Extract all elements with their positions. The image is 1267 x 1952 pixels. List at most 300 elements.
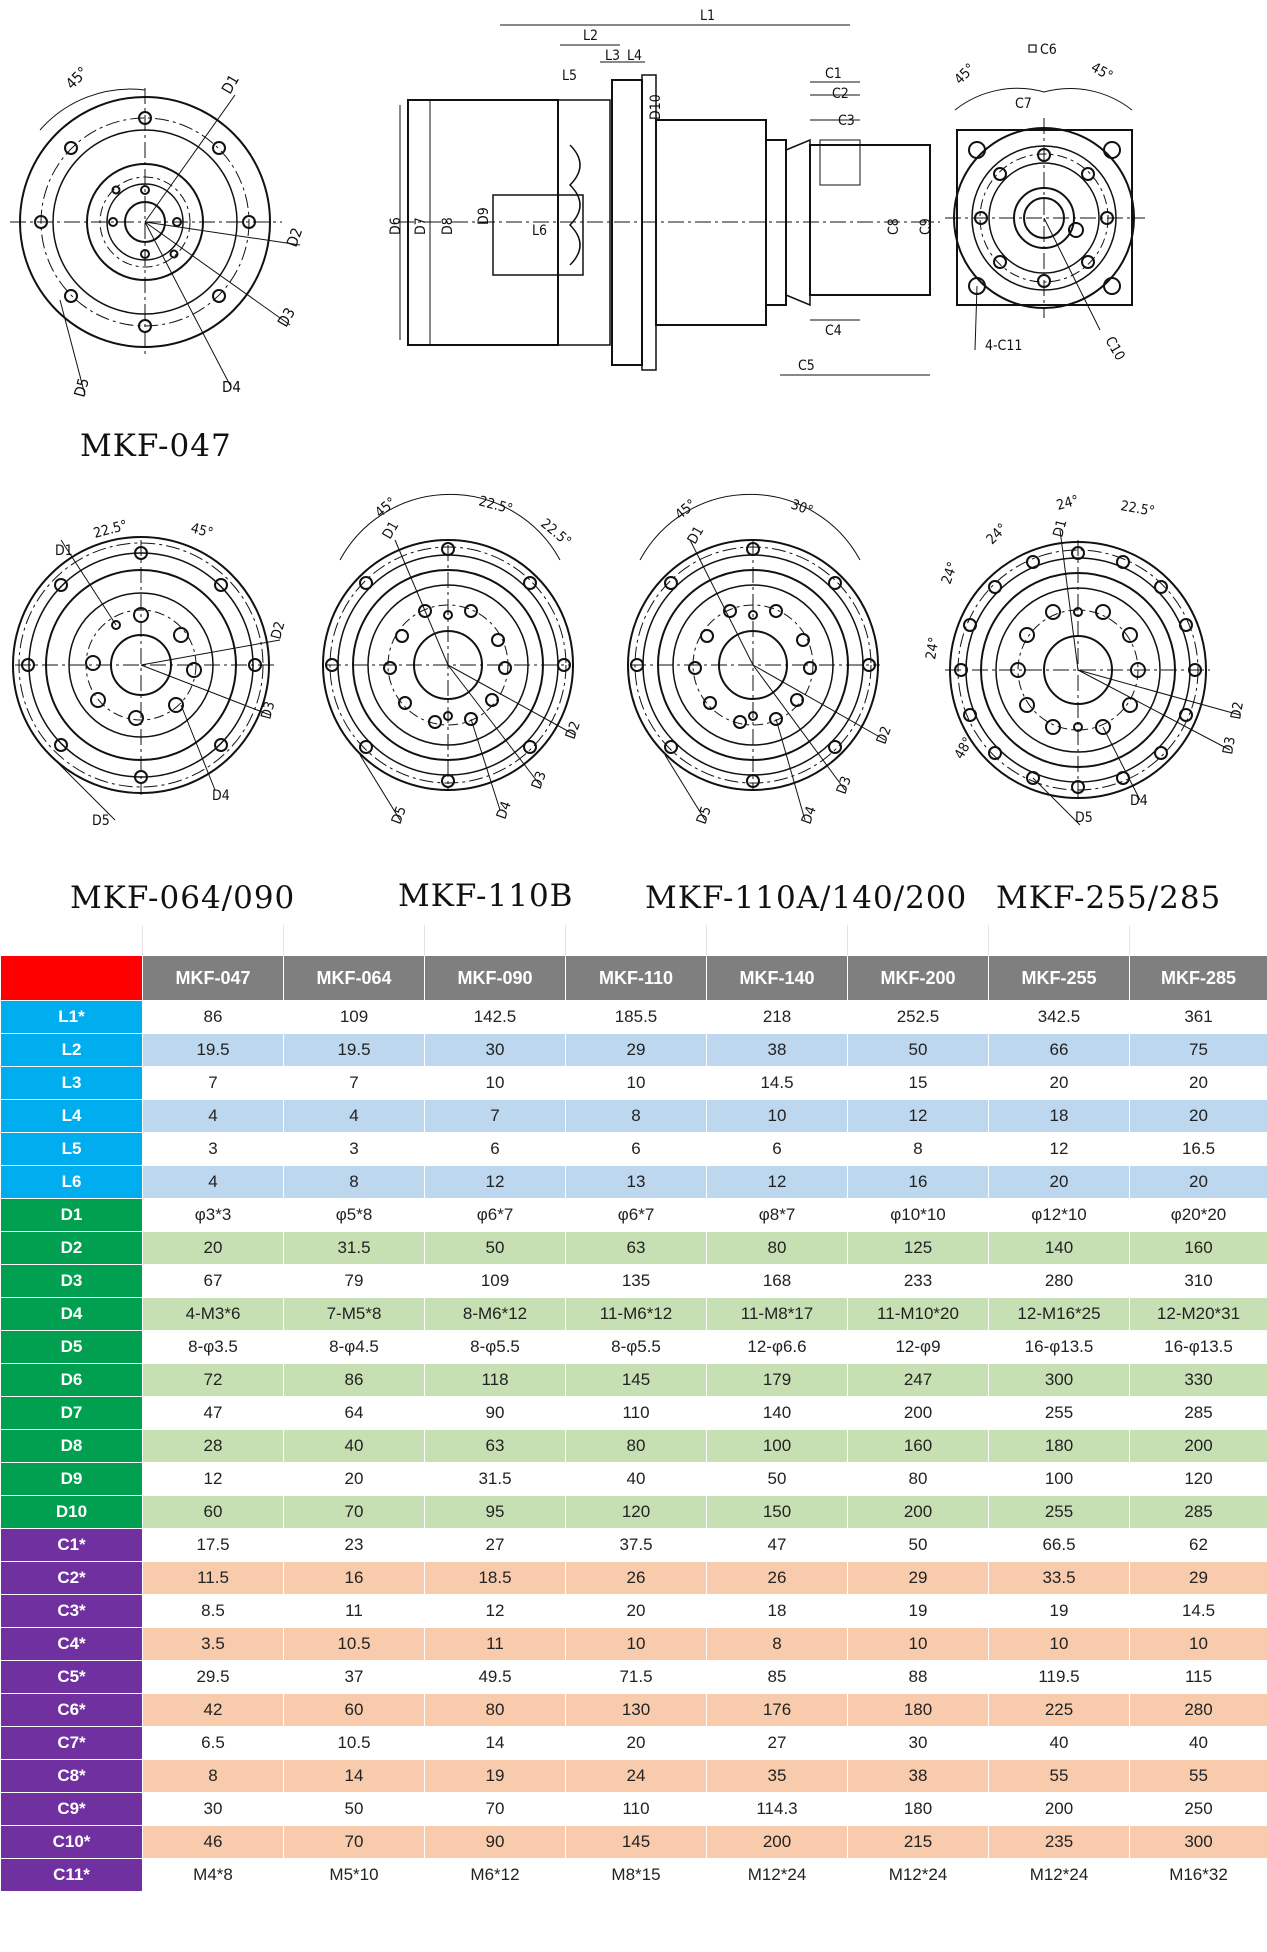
row-label: D7 (1, 1397, 143, 1430)
dim-label-d5: D5 (70, 376, 93, 400)
table-corner-cell (1, 956, 143, 1001)
dim-label-c5: C5 (798, 358, 815, 374)
table-cell: 37.5 (566, 1529, 707, 1562)
table-cell: 285 (1130, 1397, 1267, 1430)
table-cell: 247 (848, 1364, 989, 1397)
table-cell: 8 (284, 1166, 425, 1199)
table-cell: 11-M8*17 (707, 1298, 848, 1331)
table-cell: 6 (707, 1133, 848, 1166)
table-cell: M8*15 (566, 1859, 707, 1892)
table-cell: 10.5 (284, 1628, 425, 1661)
table-cell: 80 (707, 1232, 848, 1265)
table-cell: 49.5 (425, 1661, 566, 1694)
table-cell: 14.5 (1130, 1595, 1267, 1628)
dim-label-d8: D8 (440, 217, 456, 235)
dim-label-d5: D5 (92, 813, 110, 829)
table-cell: 12-φ9 (848, 1331, 989, 1364)
angle-label: 22.5° (537, 515, 575, 551)
table-cell: 4-M3*6 (143, 1298, 284, 1331)
table-cell: 30 (143, 1793, 284, 1826)
table-row (1, 1826, 1267, 1859)
table-cell: 12 (425, 1595, 566, 1628)
table-cell: φ6*7 (425, 1199, 566, 1232)
dim-label-d7: D7 (413, 217, 429, 235)
table-cell: 110 (566, 1397, 707, 1430)
column-header-model: MKF-285 (1130, 956, 1267, 1001)
table-cell: 176 (707, 1694, 848, 1727)
table-cell: 109 (284, 1001, 425, 1034)
table-cell: 18 (989, 1100, 1130, 1133)
dim-label-l2: L2 (583, 28, 599, 44)
table-cell: 26 (707, 1562, 848, 1595)
row-label: L3 (1, 1067, 143, 1100)
table-cell: 50 (284, 1793, 425, 1826)
table-row (1, 1694, 1267, 1727)
table-cell: 6 (425, 1133, 566, 1166)
table-row (1, 1661, 1267, 1694)
table-cell: 23 (284, 1529, 425, 1562)
table-cell: 11.5 (143, 1562, 284, 1595)
column-header-model: MKF-200 (848, 956, 989, 1001)
column-header-model: MKF-090 (425, 956, 566, 1001)
table-cell: 26 (566, 1562, 707, 1595)
angle-label: 45° (672, 496, 700, 524)
table-row (1, 1727, 1267, 1760)
table-cell: 79 (284, 1265, 425, 1298)
dim-label-c2: C2 (832, 86, 849, 102)
row-label: D9 (1, 1463, 143, 1496)
table-cell: M12*24 (848, 1859, 989, 1892)
column-header-model: MKF-255 (989, 956, 1130, 1001)
row-label: D3 (1, 1265, 143, 1298)
table-cell: 12-M20*31 (1130, 1298, 1267, 1331)
table-cell: φ10*10 (848, 1199, 989, 1232)
row-label: C8* (1, 1760, 143, 1793)
dim-label-l6: L6 (532, 223, 548, 239)
table-row (1, 1595, 1267, 1628)
table-cell: 70 (425, 1793, 566, 1826)
table-cell: 12 (425, 1166, 566, 1199)
front-view-110a-140-200 (628, 494, 885, 820)
table-row (1, 1529, 1267, 1562)
table-cell: 40 (1130, 1727, 1267, 1760)
dim-label-d4: D4 (798, 804, 820, 827)
table-cell: 125 (848, 1232, 989, 1265)
table-row (1, 1760, 1267, 1793)
table-cell: 12-φ6.6 (707, 1331, 848, 1364)
table-cell: 10 (707, 1100, 848, 1133)
table-cell: 20 (1130, 1067, 1267, 1100)
model-title-110b: MKF-110B (398, 878, 574, 914)
table-cell: 235 (989, 1826, 1130, 1859)
table-cell: 20 (566, 1595, 707, 1628)
table-cell: φ8*7 (707, 1199, 848, 1232)
table-cell: 15 (848, 1067, 989, 1100)
dim-label-d4: D4 (212, 788, 230, 804)
table-cell: 66 (989, 1034, 1130, 1067)
table-row (1, 1430, 1267, 1463)
row-label: C2* (1, 1562, 143, 1595)
dim-label-c11: 4-C11 (985, 338, 1023, 354)
table-cell: 252.5 (848, 1001, 989, 1034)
table-cell: 40 (566, 1463, 707, 1496)
table-cell: 12 (143, 1463, 284, 1496)
table-cell: 20 (143, 1232, 284, 1265)
table-cell: 3.5 (143, 1628, 284, 1661)
table-cell: 140 (707, 1397, 848, 1430)
column-header-model: MKF-064 (284, 956, 425, 1001)
table-cell: 118 (425, 1364, 566, 1397)
dim-label-d2: D2 (562, 719, 584, 742)
table-cell: 4 (143, 1166, 284, 1199)
table-cell: 330 (1130, 1364, 1267, 1397)
dim-label-d1: D1 (1050, 517, 1071, 540)
row-label: C3* (1, 1595, 143, 1628)
table-row (1, 1562, 1267, 1595)
table-cell: 29.5 (143, 1661, 284, 1694)
dim-label-d3: D3 (528, 769, 550, 792)
dim-label-d4: D4 (222, 378, 241, 396)
table-cell: 31.5 (425, 1463, 566, 1496)
table-cell: 47 (707, 1529, 848, 1562)
table-cell: 63 (425, 1430, 566, 1463)
table-cell: 200 (848, 1397, 989, 1430)
angle-label: 30° (788, 496, 816, 520)
table-cell: 12 (848, 1100, 989, 1133)
table-cell: 80 (425, 1694, 566, 1727)
table-cell: 62 (1130, 1529, 1267, 1562)
table-cell: 11 (425, 1628, 566, 1661)
dim-label-c3: C3 (838, 113, 855, 129)
table-cell: 60 (284, 1694, 425, 1727)
dim-label-d3: D3 (273, 304, 299, 330)
angle-label: 22.5° (476, 493, 515, 518)
table-cell: 10 (566, 1628, 707, 1661)
table-cell: 20 (566, 1727, 707, 1760)
dim-label-d1: D1 (217, 71, 243, 97)
table-cell: 8 (143, 1760, 284, 1793)
table-cell: 8-φ4.5 (284, 1331, 425, 1364)
table-row (1, 1628, 1267, 1661)
table-cell: 42 (143, 1694, 284, 1727)
dim-label-d2: D2 (1228, 700, 1248, 721)
angle-label: 24° (938, 559, 962, 587)
table-cell: 130 (566, 1694, 707, 1727)
table-cell: 29 (848, 1562, 989, 1595)
table-cell: 119.5 (989, 1661, 1130, 1694)
table-cell: 13 (566, 1166, 707, 1199)
table-row (1, 1133, 1267, 1166)
side-view (398, 25, 940, 375)
row-label: L6 (1, 1166, 143, 1199)
row-label: D10 (1, 1496, 143, 1529)
row-label: C4* (1, 1628, 143, 1661)
dim-label-c10: C10 (1101, 334, 1128, 364)
table-cell: 14.5 (707, 1067, 848, 1100)
column-header-model: MKF-047 (143, 956, 284, 1001)
angle-label: 48° (951, 734, 977, 762)
angle-label: 22.5° (1119, 498, 1156, 520)
table-cell: 8-M6*12 (425, 1298, 566, 1331)
table-cell: 8 (848, 1133, 989, 1166)
row-label: D1 (1, 1199, 143, 1232)
table-row (1, 1067, 1267, 1100)
table-cell: 12 (989, 1133, 1130, 1166)
table-cell: 24 (566, 1760, 707, 1793)
table-cell: 12 (707, 1166, 848, 1199)
table-cell: 8.5 (143, 1595, 284, 1628)
table-cell: 63 (566, 1232, 707, 1265)
table-row (1, 1331, 1267, 1364)
table-cell: 16-φ13.5 (1130, 1331, 1267, 1364)
column-header-model: MKF-110 (566, 956, 707, 1001)
table-cell: 8 (566, 1100, 707, 1133)
table-cell: 85 (707, 1661, 848, 1694)
table-cell: 109 (425, 1265, 566, 1298)
table-cell: 90 (425, 1826, 566, 1859)
row-label: C1* (1, 1529, 143, 1562)
angle-label: 24° (923, 635, 943, 661)
table-cell: 90 (425, 1397, 566, 1430)
row-label: L2 (1, 1034, 143, 1067)
row-label: C9* (1, 1793, 143, 1826)
table-cell: 20 (989, 1067, 1130, 1100)
table-cell: 80 (566, 1430, 707, 1463)
table-cell: 7-M5*8 (284, 1298, 425, 1331)
table-row (1, 1265, 1267, 1298)
dim-label-c7: C7 (1015, 96, 1032, 112)
table-cell: 135 (566, 1265, 707, 1298)
table-cell: 19 (848, 1595, 989, 1628)
table-cell: 6 (566, 1133, 707, 1166)
table-cell: 10 (1130, 1628, 1267, 1661)
table-cell: 20 (989, 1166, 1130, 1199)
table-cell: 180 (848, 1694, 989, 1727)
table-cell: 11-M6*12 (566, 1298, 707, 1331)
row-label: L1* (1, 1001, 143, 1034)
table-cell: M4*8 (143, 1859, 284, 1892)
table-cell: 255 (989, 1397, 1130, 1430)
table-row (1, 1859, 1267, 1892)
table-cell: 8-φ5.5 (425, 1331, 566, 1364)
table-cell: 95 (425, 1496, 566, 1529)
table-row (1, 1397, 1267, 1430)
dim-label-c9: C9 (918, 218, 934, 235)
table-cell: 71.5 (566, 1661, 707, 1694)
model-title-110a-140-200: MKF-110A/140/200 (645, 880, 968, 916)
table-cell: 19 (425, 1760, 566, 1793)
table-cell: 200 (707, 1826, 848, 1859)
table-cell: 55 (1130, 1760, 1267, 1793)
table-cell: 11 (284, 1595, 425, 1628)
dim-label-c6: C6 (1040, 42, 1057, 58)
table-cell: 218 (707, 1001, 848, 1034)
table-cell: 280 (989, 1265, 1130, 1298)
table-cell: 29 (566, 1034, 707, 1067)
table-cell: M5*10 (284, 1859, 425, 1892)
dim-label-d5: D5 (388, 804, 410, 827)
table-cell: 35 (707, 1760, 848, 1793)
row-label: D8 (1, 1430, 143, 1463)
table-cell: 8-φ5.5 (566, 1331, 707, 1364)
table-cell: 3 (284, 1133, 425, 1166)
row-label: L4 (1, 1100, 143, 1133)
front-view-255-285 (945, 530, 1240, 825)
table-cell: 28 (143, 1430, 284, 1463)
table-cell: 185.5 (566, 1001, 707, 1034)
table-cell: 30 (425, 1034, 566, 1067)
table-cell: 114.3 (707, 1793, 848, 1826)
table-cell: 4 (284, 1100, 425, 1133)
table-cell: 16 (848, 1166, 989, 1199)
table-cell: 20 (284, 1463, 425, 1496)
table-cell: 7 (425, 1100, 566, 1133)
dim-label-d4: D4 (1130, 793, 1148, 809)
table-cell: 12-M16*25 (989, 1298, 1130, 1331)
table-cell: 168 (707, 1265, 848, 1298)
angle-label: 24° (1054, 492, 1081, 514)
table-cell: 11-M10*20 (848, 1298, 989, 1331)
table-cell: 20 (1130, 1166, 1267, 1199)
table-cell: M16*32 (1130, 1859, 1267, 1892)
dim-label-c4: C4 (825, 323, 842, 339)
table-cell: 75 (1130, 1034, 1267, 1067)
table-cell: 50 (848, 1034, 989, 1067)
table-cell: 16.5 (1130, 1133, 1267, 1166)
dim-label-l1: L1 (700, 8, 716, 24)
table-cell: 7 (284, 1067, 425, 1100)
table-cell: 19.5 (284, 1034, 425, 1067)
table-row (1, 1199, 1267, 1232)
table-cell: 179 (707, 1364, 848, 1397)
table-cell: 200 (1130, 1430, 1267, 1463)
dim-label-d5: D5 (693, 804, 715, 827)
row-label: D6 (1, 1364, 143, 1397)
dim-label-d10: D10 (648, 94, 664, 120)
table-row (1, 1364, 1267, 1397)
table-cell: 285 (1130, 1496, 1267, 1529)
dim-label-d3: D3 (833, 774, 855, 797)
table-cell: 37 (284, 1661, 425, 1694)
table-cell: 67 (143, 1265, 284, 1298)
table-cell: 18.5 (425, 1562, 566, 1595)
table-row (1, 1232, 1267, 1265)
angle-label: 45° (1088, 59, 1116, 85)
table-cell: 86 (143, 1001, 284, 1034)
technical-drawing (0, 0, 1267, 940)
angle-label: 45° (188, 520, 215, 542)
table-cell: 215 (848, 1826, 989, 1859)
table-cell: 160 (848, 1430, 989, 1463)
table-cell: 110 (566, 1793, 707, 1826)
table-cell: 60 (143, 1496, 284, 1529)
table-cell: 150 (707, 1496, 848, 1529)
dim-label-c1: C1 (825, 66, 842, 82)
table-row (1, 1463, 1267, 1496)
table-cell: 40 (989, 1727, 1130, 1760)
table-cell: 66.5 (989, 1529, 1130, 1562)
row-label: L5 (1, 1133, 143, 1166)
dim-label-d3: D3 (258, 699, 279, 722)
dim-label-d6: D6 (388, 217, 404, 235)
table-cell: 8-φ3.5 (143, 1331, 284, 1364)
dim-label-d2: D2 (282, 225, 307, 250)
row-label: C5* (1, 1661, 143, 1694)
table-cell: 200 (848, 1496, 989, 1529)
table-cell: 10 (425, 1067, 566, 1100)
table-row (1, 1034, 1267, 1067)
model-title-064-090: MKF-064/090 (70, 880, 296, 916)
row-label: D5 (1, 1331, 143, 1364)
angle-label: 24° (983, 520, 1011, 548)
table-cell: 50 (707, 1463, 848, 1496)
table-cell: 100 (989, 1463, 1130, 1496)
table-cell: 38 (848, 1760, 989, 1793)
table-cell: 120 (1130, 1463, 1267, 1496)
table-cell: 14 (425, 1727, 566, 1760)
row-label: D2 (1, 1232, 143, 1265)
table-cell: 180 (989, 1430, 1130, 1463)
dim-label-d4: D4 (493, 799, 515, 822)
table-cell: 64 (284, 1397, 425, 1430)
table-cell: 50 (848, 1529, 989, 1562)
front-view-047 (10, 88, 300, 395)
table-cell: 31.5 (284, 1232, 425, 1265)
table-cell: 70 (284, 1496, 425, 1529)
table-cell: 8 (707, 1628, 848, 1661)
table-cell: 233 (848, 1265, 989, 1298)
table-cell: 27 (425, 1529, 566, 1562)
table-cell: 145 (566, 1364, 707, 1397)
dim-label-c8: C8 (886, 218, 902, 235)
table-cell: M12*24 (989, 1859, 1130, 1892)
table-cell: 19.5 (143, 1034, 284, 1067)
table-cell: 20 (1130, 1100, 1267, 1133)
column-header-model: MKF-140 (707, 956, 848, 1001)
table-cell: 7 (143, 1067, 284, 1100)
table-cell: φ12*10 (989, 1199, 1130, 1232)
table-cell: φ6*7 (566, 1199, 707, 1232)
table-cell: 55 (989, 1760, 1130, 1793)
front-view-064-090 (13, 537, 280, 820)
table-header-row (1, 956, 1267, 1001)
table-cell: 29 (1130, 1562, 1267, 1595)
table-row (1, 1100, 1267, 1133)
table-cell: 40 (284, 1430, 425, 1463)
end-view (945, 45, 1145, 350)
table-cell: 3 (143, 1133, 284, 1166)
dim-label-d2: D2 (873, 724, 895, 747)
table-cell: 50 (425, 1232, 566, 1265)
dim-label-d9: D9 (476, 207, 492, 225)
table-cell: 145 (566, 1826, 707, 1859)
dim-label-d1: D1 (684, 523, 708, 547)
table-cell: 80 (848, 1463, 989, 1496)
table-cell: 16 (284, 1562, 425, 1595)
row-label: D4 (1, 1298, 143, 1331)
empty-header-strip (0, 925, 1267, 955)
table-cell: 14 (284, 1760, 425, 1793)
table-cell: M6*12 (425, 1859, 566, 1892)
table-cell: 160 (1130, 1232, 1267, 1265)
table-cell: 16-φ13.5 (989, 1331, 1130, 1364)
dim-label-d3: D3 (1220, 735, 1240, 756)
table-cell: 361 (1130, 1001, 1267, 1034)
angle-label: 45° (62, 63, 92, 93)
table-cell: 30 (848, 1727, 989, 1760)
table-cell: 180 (848, 1793, 989, 1826)
table-cell: 17.5 (143, 1529, 284, 1562)
